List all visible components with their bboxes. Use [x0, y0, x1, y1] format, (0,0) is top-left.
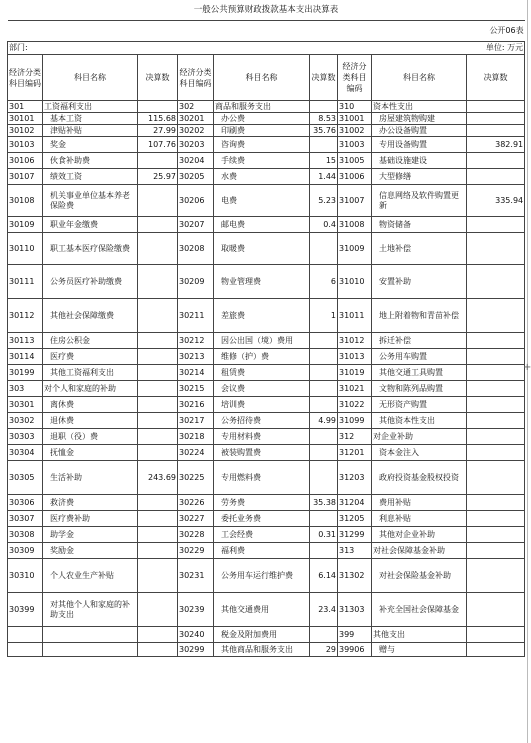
- amount-cell: [138, 593, 178, 627]
- amount-cell: [138, 429, 178, 445]
- amount-cell: [467, 511, 525, 527]
- amount-cell: [138, 365, 178, 381]
- econ-code-cell: 31007: [338, 185, 372, 217]
- subject-name-cell: 奖金: [43, 137, 138, 153]
- subject-name-cell: 土地补偿: [372, 233, 467, 265]
- amount-cell: [467, 495, 525, 511]
- subject-name-cell: 其他交通费用: [214, 593, 310, 627]
- subject-name-cell: 退休费: [43, 413, 138, 429]
- amount-cell: [138, 381, 178, 397]
- econ-code-cell: 30399: [8, 593, 43, 627]
- econ-code-cell: 30306: [8, 495, 43, 511]
- amount-cell: [138, 101, 178, 113]
- econ-code-cell: 30202: [178, 125, 214, 137]
- subject-name-cell: 基本工资: [43, 113, 138, 125]
- subject-name-cell: 公务用车运行维护费: [214, 559, 310, 593]
- subject-name-cell: 安置补助: [372, 265, 467, 299]
- table-row: [8, 643, 525, 657]
- econ-code-cell: [8, 643, 43, 657]
- econ-code-cell: 31005: [338, 153, 372, 169]
- subject-name-cell: 基础设施建设: [372, 153, 467, 169]
- table-row: [8, 429, 525, 445]
- subject-name-cell: 手续费: [214, 153, 310, 169]
- amount-cell: [467, 125, 525, 137]
- econ-code-cell: 31009: [338, 233, 372, 265]
- econ-code-cell: 30101: [8, 113, 43, 125]
- amount-cell: 0.31: [310, 527, 338, 543]
- subject-name-cell: 商品和服务支出: [214, 101, 310, 113]
- amount-cell: [467, 559, 525, 593]
- econ-code-cell: 31204: [338, 495, 372, 511]
- subject-name-cell: 福利费: [214, 543, 310, 559]
- amount-cell: [467, 527, 525, 543]
- amount-cell: [138, 527, 178, 543]
- table-row: [8, 381, 525, 397]
- amount-cell: 1: [310, 299, 338, 333]
- econ-code-cell: 31002: [338, 125, 372, 137]
- subject-name-cell: 离休费: [43, 397, 138, 413]
- econ-code-cell: 30203: [178, 137, 214, 153]
- subject-name-cell: 对社会保险基金补助: [372, 559, 467, 593]
- table-row: [8, 153, 525, 169]
- econ-code-cell: 30310: [8, 559, 43, 593]
- amount-cell: [467, 349, 525, 365]
- amount-cell: [467, 265, 525, 299]
- econ-code-cell: 303: [8, 381, 43, 397]
- subject-name-cell: 抚恤金: [43, 445, 138, 461]
- amount-cell: [310, 543, 338, 559]
- subject-name-cell: 政府投资基金股权投资: [372, 461, 467, 495]
- table-row: [8, 559, 525, 593]
- subject-name-cell: 邮电费: [214, 217, 310, 233]
- subject-name-cell: 公务招待费: [214, 413, 310, 429]
- subject-name-cell: 医疗费: [43, 349, 138, 365]
- subject-name-cell: 拆迁补偿: [372, 333, 467, 349]
- econ-code-cell: 30209: [178, 265, 214, 299]
- econ-code-cell: 30305: [8, 461, 43, 495]
- amount-cell: [138, 185, 178, 217]
- amount-cell: [138, 543, 178, 559]
- amount-cell: 335.94: [467, 185, 525, 217]
- amount-cell: [138, 413, 178, 429]
- subject-name-cell: 津贴补贴: [43, 125, 138, 137]
- amount-cell: 35.38: [310, 495, 338, 511]
- econ-code-cell: 31205: [338, 511, 372, 527]
- econ-code-cell: 31203: [338, 461, 372, 495]
- subject-name-cell: 专用燃料费: [214, 461, 310, 495]
- table-row: [8, 217, 525, 233]
- amount-cell: [467, 365, 525, 381]
- econ-code-cell: 30240: [178, 627, 214, 643]
- amount-cell: [467, 593, 525, 627]
- subject-name-cell: 物资储备: [372, 217, 467, 233]
- econ-code-cell: 30106: [8, 153, 43, 169]
- amount-cell: [467, 627, 525, 643]
- table-row: [8, 233, 525, 265]
- subject-name-cell: 专用材料费: [214, 429, 310, 445]
- econ-code-cell: 31013: [338, 349, 372, 365]
- table-row: [8, 185, 525, 217]
- budget-table-sheet: [7, 0, 524, 657]
- subject-name-cell: 其他工资福利支出: [43, 365, 138, 381]
- subject-name-cell: 取暖费: [214, 233, 310, 265]
- amount-cell: [467, 429, 525, 445]
- subject-name-cell: 其他商品和服务支出: [214, 643, 310, 657]
- econ-code-cell: 30239: [178, 593, 214, 627]
- subject-name-cell: 赠与: [372, 643, 467, 657]
- subject-name-cell: 职业年金缴费: [43, 217, 138, 233]
- subject-name-cell: [43, 643, 138, 657]
- subject-name-cell: 对个人和家庭的补助: [43, 381, 138, 397]
- header-row: [8, 55, 525, 101]
- amount-cell: [138, 397, 178, 413]
- amount-cell: 25.97: [138, 169, 178, 185]
- econ-code-cell: 30213: [178, 349, 214, 365]
- econ-code-cell: 30109: [8, 217, 43, 233]
- econ-code-cell: 30225: [178, 461, 214, 495]
- econ-code-cell: 31302: [338, 559, 372, 593]
- table-row: [8, 413, 525, 429]
- econ-code-cell: 30110: [8, 233, 43, 265]
- amount-cell: [310, 429, 338, 445]
- amount-cell: [138, 627, 178, 643]
- amount-cell: [310, 381, 338, 397]
- econ-code-cell: 31010: [338, 265, 372, 299]
- amount-cell: [310, 461, 338, 495]
- header-code: 经济分类科目编码: [8, 55, 43, 101]
- subject-name-cell: 奖励金: [43, 543, 138, 559]
- subject-name-cell: 房屋建筑物购建: [372, 113, 467, 125]
- subject-name-cell: 大型修缮: [372, 169, 467, 185]
- amount-cell: 6.14: [310, 559, 338, 593]
- amount-cell: [138, 495, 178, 511]
- econ-code-cell: 31021: [338, 381, 372, 397]
- subject-name-cell: 劳务费: [214, 495, 310, 511]
- amount-cell: [138, 559, 178, 593]
- subject-name-cell: 机关事业单位基本养老保险费: [43, 185, 138, 217]
- econ-code-cell: 31011: [338, 299, 372, 333]
- amount-cell: 27.99: [138, 125, 178, 137]
- amount-cell: [138, 333, 178, 349]
- subject-name-cell: 退职（役）费: [43, 429, 138, 445]
- subject-name-cell: 工资福利支出: [43, 101, 138, 113]
- subject-name-cell: 住房公积金: [43, 333, 138, 349]
- amount-cell: 382.91: [467, 137, 525, 153]
- subject-name-cell: 对其他个人和家庭的补助支出: [43, 593, 138, 627]
- econ-code-cell: 30111: [8, 265, 43, 299]
- amount-cell: 35.76: [310, 125, 338, 137]
- amount-cell: [310, 627, 338, 643]
- amount-cell: 8.53: [310, 113, 338, 125]
- subject-name-cell: 会议费: [214, 381, 310, 397]
- econ-code-cell: 31019: [338, 365, 372, 381]
- subject-name-cell: 办公设备购置: [372, 125, 467, 137]
- amount-cell: [138, 299, 178, 333]
- econ-code-cell: 30228: [178, 527, 214, 543]
- amount-cell: [310, 333, 338, 349]
- econ-code-cell: 30207: [178, 217, 214, 233]
- subject-name-cell: 物业管理费: [214, 265, 310, 299]
- econ-code-cell: [8, 627, 43, 643]
- econ-code-cell: 30199: [8, 365, 43, 381]
- subject-name-cell: 职工基本医疗保险缴费: [43, 233, 138, 265]
- amount-cell: [310, 349, 338, 365]
- econ-code-cell: 30211: [178, 299, 214, 333]
- table-row: [8, 495, 525, 511]
- subject-name-cell: 医疗费补助: [43, 511, 138, 527]
- econ-code-cell: 30102: [8, 125, 43, 137]
- subject-name-cell: 印刷费: [214, 125, 310, 137]
- subject-name-cell: 对企业补助: [372, 429, 467, 445]
- econ-code-cell: 30218: [178, 429, 214, 445]
- header-code: 经济分类科目编码: [178, 55, 214, 101]
- subject-name-cell: 维修（护）费: [214, 349, 310, 365]
- amount-cell: [467, 413, 525, 429]
- econ-code-cell: 30103: [8, 137, 43, 153]
- subject-name-cell: 工会经费: [214, 527, 310, 543]
- econ-code-cell: 312: [338, 429, 372, 445]
- amount-cell: [467, 169, 525, 185]
- amount-cell: [310, 511, 338, 527]
- econ-code-cell: 30112: [8, 299, 43, 333]
- amount-cell: [467, 101, 525, 113]
- econ-code-cell: 30201: [178, 113, 214, 125]
- econ-code-cell: 30216: [178, 397, 214, 413]
- econ-code-cell: 30308: [8, 527, 43, 543]
- econ-code-cell: 31299: [338, 527, 372, 543]
- amount-cell: 1.44: [310, 169, 338, 185]
- table-row: [8, 101, 525, 113]
- subject-name-cell: 资本性支出: [372, 101, 467, 113]
- amount-cell: [138, 643, 178, 657]
- econ-code-cell: 30231: [178, 559, 214, 593]
- amount-cell: [467, 397, 525, 413]
- econ-code-cell: 310: [338, 101, 372, 113]
- amount-cell: 15: [310, 153, 338, 169]
- subject-name-cell: 无形资产购置: [372, 397, 467, 413]
- amount-cell: 4.99: [310, 413, 338, 429]
- subject-name-cell: 公务用车购置: [372, 349, 467, 365]
- econ-code-cell: 30303: [8, 429, 43, 445]
- add-icon: +: [523, 362, 531, 373]
- subject-name-cell: 电费: [214, 185, 310, 217]
- subject-name-cell: 被装购置费: [214, 445, 310, 461]
- table-row: [8, 397, 525, 413]
- econ-code-cell: 30299: [178, 643, 214, 657]
- econ-code-cell: 30113: [8, 333, 43, 349]
- amount-cell: [310, 445, 338, 461]
- econ-code-cell: 30304: [8, 445, 43, 461]
- table-row: [8, 137, 525, 153]
- amount-cell: [138, 153, 178, 169]
- amount-cell: 6: [310, 265, 338, 299]
- econ-code-cell: 30208: [178, 233, 214, 265]
- subject-name-cell: 个人农业生产补贴: [43, 559, 138, 593]
- amount-cell: 107.76: [138, 137, 178, 153]
- amount-cell: [138, 265, 178, 299]
- econ-code-cell: 31303: [338, 593, 372, 627]
- amount-cell: 5.23: [310, 185, 338, 217]
- subject-name-cell: 其他交通工具购置: [372, 365, 467, 381]
- amount-cell: [467, 333, 525, 349]
- econ-code-cell: 30107: [8, 169, 43, 185]
- econ-code-cell: 30301: [8, 397, 43, 413]
- amount-cell: [138, 233, 178, 265]
- table-title: 一般公共预算财政拨款基本支出决算表: [193, 5, 339, 15]
- header-amount: 决算数: [310, 55, 338, 101]
- header-name: 科目名称: [372, 55, 467, 101]
- econ-code-cell: 30212: [178, 333, 214, 349]
- amount-cell: [467, 217, 525, 233]
- unit-label: 单位: 万元: [338, 42, 525, 55]
- subject-name-cell: 其他资本性支出: [372, 413, 467, 429]
- econ-code-cell: 30227: [178, 511, 214, 527]
- table-row: [8, 125, 525, 137]
- amount-cell: [467, 299, 525, 333]
- econ-code-cell: 30217: [178, 413, 214, 429]
- econ-code-cell: 30206: [178, 185, 214, 217]
- subject-name-cell: 费用补贴: [372, 495, 467, 511]
- amount-cell: [467, 233, 525, 265]
- subject-name-cell: 差旅费: [214, 299, 310, 333]
- header-amount: 决算数: [138, 55, 178, 101]
- econ-code-cell: 31099: [338, 413, 372, 429]
- subject-name-cell: 因公出国（境）费用: [214, 333, 310, 349]
- econ-code-cell: 31006: [338, 169, 372, 185]
- econ-code-cell: 31008: [338, 217, 372, 233]
- econ-code-cell: 30302: [8, 413, 43, 429]
- subject-name-cell: [43, 627, 138, 643]
- subject-name-cell: 委托业务费: [214, 511, 310, 527]
- econ-code-cell: 301: [8, 101, 43, 113]
- econ-code-cell: 30114: [8, 349, 43, 365]
- department-label: 部门:: [8, 42, 338, 55]
- amount-cell: [467, 153, 525, 169]
- subject-name-cell: 绩效工资: [43, 169, 138, 185]
- subject-name-cell: 公务员医疗补助缴费: [43, 265, 138, 299]
- subject-name-cell: 伙食补助费: [43, 153, 138, 169]
- subject-name-cell: 助学金: [43, 527, 138, 543]
- subject-name-cell: 租赁费: [214, 365, 310, 381]
- amount-cell: [467, 643, 525, 657]
- table-row: [8, 333, 525, 349]
- expenditure-table: [7, 0, 525, 657]
- amount-cell: [467, 381, 525, 397]
- header-code: 经济分类科目编码: [338, 55, 372, 101]
- econ-code-cell: 31001: [338, 113, 372, 125]
- econ-code-cell: 30229: [178, 543, 214, 559]
- econ-code-cell: 30224: [178, 445, 214, 461]
- amount-cell: [138, 445, 178, 461]
- table-row: [8, 461, 525, 495]
- subject-name-cell: 咨询费: [214, 137, 310, 153]
- table-row: [8, 511, 525, 527]
- table-row: [8, 593, 525, 627]
- econ-code-cell: 30214: [178, 365, 214, 381]
- subject-name-cell: 资本金注入: [372, 445, 467, 461]
- amount-cell: 115.68: [138, 113, 178, 125]
- econ-code-cell: 30226: [178, 495, 214, 511]
- amount-cell: 29: [310, 643, 338, 657]
- table-row: [8, 445, 525, 461]
- amount-cell: [467, 461, 525, 495]
- table-row: [8, 527, 525, 543]
- table-row: [8, 265, 525, 299]
- econ-code-cell: 30309: [8, 543, 43, 559]
- table-row: [8, 627, 525, 643]
- subject-name-cell: 补充全国社会保障基金: [372, 593, 467, 627]
- subject-name-cell: 生活补助: [43, 461, 138, 495]
- econ-code-cell: 31022: [338, 397, 372, 413]
- amount-cell: 23.4: [310, 593, 338, 627]
- header-name: 科目名称: [43, 55, 138, 101]
- subject-name-cell: 专用设备购置: [372, 137, 467, 153]
- amount-cell: 243.69: [138, 461, 178, 495]
- econ-code-cell: 302: [178, 101, 214, 113]
- amount-cell: [138, 349, 178, 365]
- econ-code-cell: 30204: [178, 153, 214, 169]
- econ-code-cell: 31201: [338, 445, 372, 461]
- econ-code-cell: 30307: [8, 511, 43, 527]
- amount-cell: [467, 543, 525, 559]
- econ-code-cell: 30205: [178, 169, 214, 185]
- subject-name-cell: 其他支出: [372, 627, 467, 643]
- amount-cell: 0.4: [310, 217, 338, 233]
- econ-code-cell: 30108: [8, 185, 43, 217]
- subject-name-cell: 救济费: [43, 495, 138, 511]
- econ-code-cell: 31012: [338, 333, 372, 349]
- subject-name-cell: 信息网络及软件购置更新: [372, 185, 467, 217]
- amount-cell: [138, 511, 178, 527]
- subject-name-cell: 税金及附加费用: [214, 627, 310, 643]
- header-name: 科目名称: [214, 55, 310, 101]
- table-row: [8, 169, 525, 185]
- amount-cell: [467, 113, 525, 125]
- amount-cell: [310, 365, 338, 381]
- econ-code-cell: 39906: [338, 643, 372, 657]
- table-row: [8, 543, 525, 559]
- amount-cell: [310, 233, 338, 265]
- amount-cell: [467, 445, 525, 461]
- subject-name-cell: 其他社会保障缴费: [43, 299, 138, 333]
- subject-name-cell: 利息补贴: [372, 511, 467, 527]
- econ-code-cell: 31003: [338, 137, 372, 153]
- subject-name-cell: 办公费: [214, 113, 310, 125]
- table-row: [8, 349, 525, 365]
- econ-code-cell: 30215: [178, 381, 214, 397]
- form-number: 公开06表: [8, 21, 525, 42]
- amount-cell: [310, 397, 338, 413]
- subject-name-cell: 其他对企业补助: [372, 527, 467, 543]
- table-row: [8, 113, 525, 125]
- subject-name-cell: 水费: [214, 169, 310, 185]
- econ-code-cell: 313: [338, 543, 372, 559]
- econ-code-cell: 399: [338, 627, 372, 643]
- amount-cell: [138, 217, 178, 233]
- subject-name-cell: 地上附着物和青苗补偿: [372, 299, 467, 333]
- table-row: [8, 365, 525, 381]
- subject-name-cell: 培训费: [214, 397, 310, 413]
- table-row: [8, 299, 525, 333]
- amount-cell: [310, 101, 338, 113]
- subject-name-cell: 对社会保障基金补助: [372, 543, 467, 559]
- header-amount: 决算数: [467, 55, 525, 101]
- amount-cell: [310, 137, 338, 153]
- subject-name-cell: 文物和陈列品购置: [372, 381, 467, 397]
